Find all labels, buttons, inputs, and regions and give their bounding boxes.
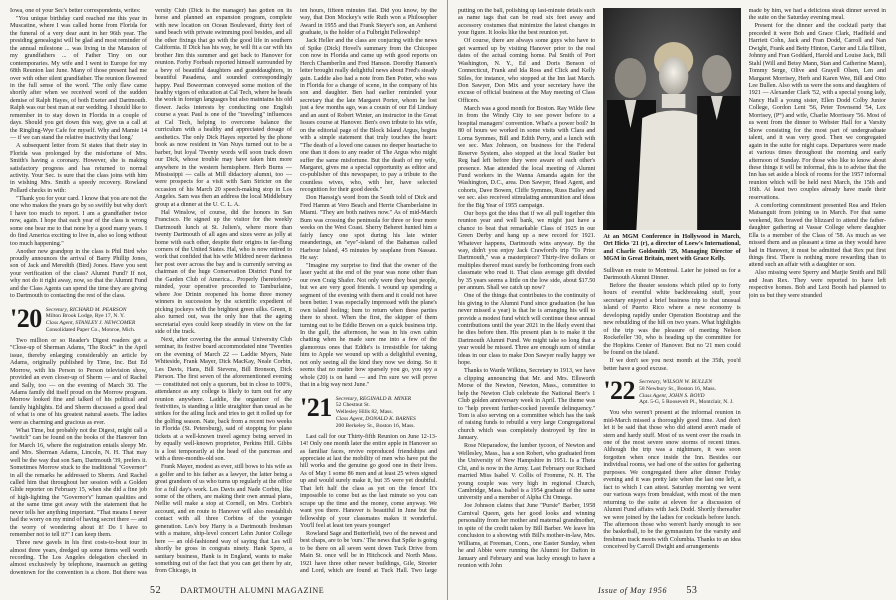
- paragraph: Two million or so Reader's Digest readers got a "Close-up of Sherman Adams, 'The Rock'" in the April issue, thereby enlarging considerably an article by Adams, originally published by Time, Inc. But Ed Morrow, with his Person to Person television show, provided an even closer-up of Sherm — and of Rachel and Sally, too — on the evening of March 30. The Adams family did itself proud on the Morrow program. Morrow looked fine and talked of his political and family highlights. Ed and Sherm discussed a good deal of what is one of his greatest natural assets. The ladies were as charming and gracious as ever.: [10, 337, 147, 426]
- paragraph: "You unique birthday card reached me this year in Muscatine, where I was called home from Florida for the funeral of a very dear aunt in her 96th year. The presiding genealogist will be glad and most reminder of the annual milestone ... was living in the Mansion of my grandfathers ... of Father Tiny on our contemporaries. My wife and I went to Europe for my 68th Reunion last June. Many of those present had me over with other silent grandfather. The reunion flowered in the full sense of the word. 'The only flaw came shortly after when we received word of the sudden demise of Ralph Hayes, of both Exeter and Dartmouth. Ralph was our best man at our wedding. I should like to remember in to stay down in Florida in a couple of days. Should you get down this way, give us a call at the Ringling-Wye Cafe for myself. Why and Mamie 14 — if we can stand the relative inactivity that long.': [10, 15, 147, 142]
- paragraph: What Time, but probably not the Digest, might call a "switch" can be found on the books of the Hanover Inn for March 16, where the registration entails sleepy Mr. and Mrs. Sherman Adams, Lincoln, N. H. That may well be the way that son Sam, Dartmouth '39, prefers it. Sometimes Morrow stuck to the traditional "Governor" in all the remarks he addressed to Sherm. And Rachel called him that throughout her session with a Golden Glide reporter on February 15, when she did a fine job of high-lighting the "Governor's" human qualities and at the same time got away with the statement that he never tells her anything important. "That means I never had the worry on my mind of having secret there — and the worry of wondering about it! Do I have to remember not to tell it?" I can keep them.: [10, 427, 147, 539]
- paragraph: Present for the dinner and the cocktail party that preceded it were Bob and Grace Clark, Hadfield and Harriett Cohn, Jack and Fran Dodd, Carroll and Nan Dwight, Frank and Betty Hinton, Carter and Lila Elliott, Johnny and Fran Goddard, Harold and Louise Jack, Bill Stahl (Will and Betsy Mann, Stan and Catherine Mann), Tommy Serge, Olive and Grayell Olsen, Len and Margaret Morrisey, Herb and Karen Wee, Bill and Otto Lee Bullen. Also with us were the sons and daughters of 1921 — Alexander Clark '52, with a special young lady, Nancy Hall a young sister, Ellen Dodd Colby Junior College, Gordon Lent '56, Peter Townsend '54, Lex Morrisey, (P°) and wife, Charlie Morrissey '56. Most of us went from the dinner to Webster Hall for a Varsity Show consisting for the most part of undergraduate talent, and it was very good. Then we congregated again in the suite for night caps. Departures were made at various times throughout the morning and early afternoon of Sunday. For those who like to know about these things it will be informal, this is to advise that the Inn has set aside a block of rooms for the 1957 informal reunion which will be held next March, the 15th and 16th. At least two couples already have made their reservations.: [748, 23, 886, 201]
- right-page: [448, 0, 896, 600]
- right-col-1: [458, 8, 595, 574]
- paragraph: versity Club (Dick is the manager) has gotten on its horse and planned an expansion program, complete with new location on Ocean Boulevard, thirty feet of sand beach with private swimming pool besides, and all the other fixings that go with the good life in southern California. If Dick has his way, he will fit a car with his brother Jim this summer and get back to Hanover for reunion. Forby Forbush reported himself surrounded by a bevy of beautiful daughters and granddaughters, in beautiful Pasadena, and sounded correspondingly happy. Paul Bowerman conveyed some motion of the healthy vigors of education at Cal Tech, where he heads the work in foreign languages but also maintains his old flower. Jacks interests by conducting one English course a year. Paul is one of the "traveling" influences at Cal Tech, helping to overcome balance the curriculum with a healthy and appreciated dosage of aesthetics. The only Dick Hayes reported by the phone book as now resident in Van Nuys turned out to be a barber, but loyal 'Twenty words will soon track down our Dick, whose trouble may have taken him more anywhere in the western hemisphere. Herb Burns — Mississippi — calls at Mill didactory alumni, too — were prospects for a visit with Sam Stricter on the occasion of his March 20 speech-making stop in Los Angeles. Sam was then an address the local Middlebury group at a dinner at the U. C. L. A.: [155, 8, 292, 208]
- class-officers: [46, 307, 136, 334]
- issue-date: Issue of May 1956: [598, 586, 668, 595]
- left-col-3: [300, 8, 437, 574]
- right-page-footer: [598, 585, 698, 596]
- paragraph: "Thank you for your card. I know that you are not the one who makes the years go by so swiftly but why don't I have too much to report. I am a grandfather twice now, again. I hope that each year of the class is wrong some one bear me to that none by a good many years. I do find America exciting to live in, also so long without too much happening.": [10, 195, 147, 247]
- address-line: 58 Newbury St., Boston 16, Mass.: [639, 385, 716, 392]
- secretary-line: Secretary, REGINALD B. MINER: [335, 395, 412, 402]
- paragraph: putting on the ball, polishing up last-minute details such as name tags that can be read six feet away and accessory costumes that minimize the latest changes in your figure. It looks like the best reunion yet.: [458, 8, 596, 37]
- paragraph: Iowa, one of your Sec's better correspondents, writes:: [10, 8, 141, 14]
- address-line: 52 Chestnut St.: [335, 402, 371, 409]
- paragraph: Joe Johnson claims that June "Pursie" Barber, 1958 Carnival Queen, gets her good looks and winning personality from her mother and maternal grandmother, in spite of the credit taken by Bill Barber. We leave his conclusion to a showing with Bill's mother-in-law, Mrs. Williams, at Freeman, Conn., one Easter Sunday, when he and Abbie were running the Alumni for Dafton in January and February and was lucky enough to have a reunion with John: [458, 503, 596, 570]
- paragraph: Last call for our Thirty-fifth Reunion on June 12-13-14! Only one month later the entire apple in Hanover so as familiar faces, revive reproduced friendships and appreciate at last the mobility of men who have put the hill works and the genuine go good one in their lives. As of May 1 some 86 men and at least 25 wives signed up and would surely make it, but 35 were yet doubtful. That left half the class as yet on the fence! It's impossible to come but as the last minute so you can scrape up the time and the money, come anyway. We want you there. Hanover is beautiful in June but the fellowship of your classmates makes it wonderful. You'll feel at least ten years younger!: [300, 433, 437, 530]
- class-officers: [336, 396, 416, 430]
- paragraph: Also missing were Sperry and Marjie Smith and Bill and Jean Rex. They were reported to have left respective homes. Bob and Lexi Booth had planned to join us but they were stranded: [748, 270, 886, 299]
- paragraph: Jack Heller and the class are conjuring with the news of Spike (Dick) Hovel's summary from the Chicopee con now in Florida and came up with good reports on Herch Chamberlin and Fred Hanson. Dorothy Hansen's letter brought really delightful news about Fred's steady gain. Laddie also had a note from Ben Potter, who was in Florida for a change of scene, in the company of his son and daughter. Ben had earlier reminded your secretary that the late Margaret Porter, whom he lost just a few months ago, was a cousin of our Ed Lindsay and an aunt of Robert Winter, an instructor in the Great Issues course at Hanover. Ben's own tribute to his wife, on the editorial page of the Block Island Argus, begins with a simple statement that truly touches the heart: "The death of a loved one causes no deeper heartache to one than it does to any reader of The Argus who might suffer the same misfortune. But the death of my wife, Margaret, gives me a special opportunity as editor and co-publisher of this newspaper, to pay a tribute to the countless wives, who, with her, have selected recognition for their good deeds.": [300, 38, 437, 194]
- paragraph: "Imagine my surprise to find that the owner of the laser yacht at the end of the year was none other than our own Craig Shafer. Not only were they boat people, but we are very good friends. I wound up spending a segment of the evening with them and it could not have been better. I was especially impressed with the plane's own island feeling; bum to return when these parties there to shoot. When the first, the skipper of them turning out to be Eddie Brown on a quick business trip. In the gulf, the afternoon, he was in his own cabin chatting when he made sure me into a few of the glamorous ones that Eddie's is irresistible for taking him to Apple we wound up with a delightful evening, not only seeing all the kind they now we doing. So it seems that no matter how sparsely you go, you spy a whole (20) is on hand — and I'm sure we will prove that in a big way next June.": [300, 262, 437, 389]
- paragraph: ten hours, fifteen minutes flat. Did you know, by the way, that Don Mockey's wife Ruth won a Philosopher Award in 1955 and that Frank Steyer's son, an Amherst graduate, is the holder of a Fulbright Fellowship?: [300, 8, 437, 37]
- paragraph: Hal Winslow, of course, did the honors in San Francisco. He signed up the visitor for the weekly Dartmouth lunch at St. Julien's, where more than twenty Dartmouth of all ages and sizes were as jolly at home with each other, despite their origins in far-flung corners of the United States. Hal, who is now retired to work that confided that his wife Mildred never darkness her post over across the bay and is currently serving as chairman of the huge Conservation District Fund for the Garden Club of America... Properly (heretofore)-minded, your operative proceeded to Tamburlaine, where Joe Drinin reopened his home three money winners in succession by the scientific expedient of picking jockeys with the brightest green silks. Green, it also turned out, was the only hue that the ageing secretarial eyes could keep steadily in view on the far side of the track.: [155, 209, 292, 335]
- page-number: 52: [150, 585, 162, 596]
- paragraph: Three new gavels in his first costs-to-bout tour in almost three years, dredged up some items well worth recording. The Los Angeles delegation checked in almost exclusively by telephone, inasmuch as getting downtown for the convention is a chore. But there was: [10, 540, 147, 574]
- class-heading-1922: [603, 375, 740, 406]
- class-year: '20: [10, 303, 42, 333]
- left-page-footer: [150, 585, 324, 596]
- class-year: '21: [300, 392, 332, 422]
- paragraph: Another new grandpop in the class is Phil Bird who proudly announces the arrival of Barry Phillip Jones, son of Jack and Meredith (Bird) Jones. Have you sent your verification of the class? Alumni Fund? If not, why not do it right away, now, so that the Alumni Fund and the Class Agents can spend the time they are giving to Dartmouth to contacting the rest of the class.: [10, 248, 147, 300]
- address-line: Consolidated Paper Co., Monroe, Mich.: [45, 327, 136, 334]
- paragraph: Rose Nieparadow, the lumber tycoon, of Newton and Wellesley, Mass., has a son Robert, who graduated from the University of New Hampshire in 1951. Is a Theta Chi, and is now in the Army. Last February our Richard married Miss Isabel V. Collis of Fromme, N. H. The young couple was very high in regional Church, Cambridge, Mass. Isabel is a 1954 graduate of the same university and a member of Alpha Chi Omega.: [458, 443, 596, 502]
- secretary-line: Secretary, WILSON W. BULLEN: [639, 378, 713, 385]
- paragraph: made by him, we had a delicious steak dinner served in the suite on the Saturday evening meal.: [748, 8, 886, 22]
- address-line: Apt. 5-G, 5 Roosevelt Pl., Montclair, N. J.: [639, 399, 734, 406]
- mgm-conference-photo: [603, 8, 740, 230]
- address-line: Wellesley Hills 82, Mass.: [335, 409, 393, 416]
- photo-image: [603, 8, 740, 230]
- page-number: 53: [686, 585, 698, 596]
- secretary-line: Secretary, RICHARD M. PEARSON: [45, 306, 127, 313]
- class-year: '22: [603, 375, 636, 405]
- right-page-columns: [458, 8, 886, 574]
- class-agent-line: Class Agent, STANLEY J. NEWCOMER: [45, 320, 136, 327]
- address-line: 200 Berkeley St., Boston 16, Mass.: [335, 422, 415, 429]
- class-agent-line: Class Agent, JOHN S. BOYD: [639, 392, 705, 399]
- right-col-3: [749, 8, 886, 574]
- paragraph: Frank Mayer, modest as ever, still bows to his wife as a golfer and to his father as a lawyer, the latter being a great grandson of us who turns up regularly at the office for a full day's work. Les Davis and Nade Corbin, like some of the others, are making their own annual plans, Nellie will make a stop at Cornell, on Mrs. Corbin's account, and en route to Hanover will also reestablish contact with all three Corbins of the younger generation. Les's boy Harry is a Dartmouth freshman with a mature, ship-level concert Lehn Junior College here — an old-fashioned way of saying that Les will shortly be gross in congrats ninety. Hank Spero, a sanitary business, Hank is in England, wants to make something out of the fact that you can get there by air, from Chicago, in: [155, 464, 292, 574]
- left-page-columns: [10, 8, 437, 574]
- class-heading-1921: [300, 392, 437, 430]
- class-heading-1920: [10, 303, 147, 334]
- paragraph: Thanks to Warde Wilkins, Secretary to 1913, we have a clipping announcing that Mr. and Mrs. Ellsworth Morse of the Newton, Newton, Mass., committee to help the Newton Club celebrate the National Beer's 1 Club golden anniversary week in April. The theme was to "help prevent further-cocked juvenile delinquency." Tom is also serving on a committee which has the task of raising funds to rebuild a very large Congregational church which was completely destroyed by fire in January.: [458, 368, 596, 442]
- paragraph: Sullivan en route to Montreal. Later he joined us for a Dartmouth Alumni Dinner.: [603, 267, 741, 282]
- right-col-2: [603, 8, 740, 574]
- magazine-title: DARTMOUTH ALUMNI MAGAZINE: [180, 586, 325, 595]
- paragraph: March was a good month for Boston. Ray Wilde flew in from the Windy City to see power before to a hospital managers' convention. What's a power boil? In 80 of hours we worked in some visits with Clara and Lorna Symmes, Bill and Edith Perry, and a lunch with we sec. Max Johnson, on business for the Federal Reserve System, also stopped at the local Statler but Reg had left before they were aware of each other's presence. Mae attended the local meeting of Alumni Fund workers in the Wanna Amanda again for the Washington, D.C., area. Don Sawyer, Head Agent, and cohorts, Dave Bowen, Cliffe Symmes, Russ Bailey and we sec. also received stimulating ammunition and ideas for the Big Year of 1955 campaign.: [458, 105, 596, 209]
- paragraph: Rowland Sage and Butterfield, two of the newest and best chaps, are to be 'ours.' The news that Spike is going to be there on all seven went down Tuck Drive from Main St. once will be in Hitchcock and North Mass. 1921 have three other newer buildings, Gile, Streeter and Lord, which are found at Tuck Hall. Two large: [300, 530, 437, 574]
- paragraph: Before the theater sessions which piled up to forty hours of eventful white backbreaking stuff, your secretary enjoyed a brief business trip to that unusual island of Puerto Rico where a new economy is developing rapidly under Operation Bootstrap and the new rebuilding of the hill on two years. What highlights of the trip was the pleasure of meeting Nelson Rockefeller '30, who is heading up the committee for the Hopkins Center of Hanover. But no '21 men could be found on the island.: [603, 283, 741, 357]
- paragraph: Don Haessig's word from the South told of Dick and Fred Hamm at Vero Beach and Herrie Chamberlaine in Miami. "They are both natives now." As of mid-March Bum was crossing the peninsula for three or four more weeks on the West Coast. Sherry Beheret hunted him a fairly fancy one spot during his late winter meanderings, an "eye"-island of the Bahamas called Harbour Island, 45 minutes by seaplane from Nassau. He say:: [300, 195, 437, 261]
- paragraph: If we don't see you next month at the 35th, you'd better have a good excuse.: [603, 358, 741, 372]
- paragraph: Of course, there are always some guys who have to get warmed up by visiting Hanover prior to the real dates of the actual coming home. Pal Smith of Port Washington, N. Y., Ed and Doris Benson of Connecticut, Frank and Ida Ross and Click and Kelly Stiles, for instance, who stopped at the Inn last March. Don Sawyer, Don Mix and your secretary have the excuse of official business at the May meeting of Class Officers.: [458, 38, 596, 104]
- paragraph: A subsequent letter from St states that their stay in Florida was prolonged by the misfortune of Mrs. Smith's having a coronary. However, she is making satisfactory progress and has returned to normal activity. Your Sec. is sure that the class joins with him in wishing Mrs. Smith a speedy recovery. Rowland Pollard checks in with:: [10, 143, 147, 194]
- class-officers: [639, 379, 734, 406]
- paragraph: Our boys got the idea that if we all pull together this reunion year and well bank, we might just have a chance to beat that remarkable Class of 1925 in our Green Derby and hang up a new record for 1921. Whatever happens, Dartmouth wins anyway. By the way, didn't you enjoy Jack Crawford's trip "To Prior Dartmouth," was a masterpiece? Thirty-five dollars or multiples thereof must surely be forthcoming from each classmate who read it. That class average gift divided by 35 years seems a little on the low side, about $17.50 per annum. Shall we catch up now?: [458, 210, 596, 292]
- address-line: Milton Brook Lodge, Rye 17, N. Y.: [45, 313, 125, 320]
- class-agent-line: Class Agent, DONALD K. BARNES: [335, 416, 416, 422]
- photo-caption: At an MGM Conference in Hollywood in March, Ort Hicks '21 (r), a director of Loew's International, and Charlie Goldsmith '29, Managing Director of MGM in Great Britain, meet with Grace Kelly.: [603, 234, 741, 263]
- left-col-2: [155, 8, 292, 574]
- paragraph: You who weren't present at the informal reunion in mid-March missed a thoroughly good time. And don't let it be said that those who did attend aren't made of stern and hardy stuff. Most of us went over the roads in one of the most severe snow storms of recent times. Although the trip was a nightmare, it was soon forgotten when once inside the Inn. Besides our individual rooms, we had one of the suites for gathering purposes. We congregated there after dinner Friday evening and it was pretty late when the last one left, a fact to which I can attest. Saturday morning we went our various ways from breakfast, with most of the men returning to the suite at eleven for a discussion of Alumni Fund affairs with Jack Dodd. Shortly thereafter we were joined by the ladies for cocktails before lunch. The afternoon those who weren't hardy enough to see the basketball, to be the gymnasium for the varsity and freshman track meets with Columbia. Thanks to an idea conceived by Carroll Dwight and arrangements: [603, 410, 741, 551]
- paragraph: Next, after covering the the annual University Club seminar, its festive board accommodated nine 'Twenties on the evening of March 22 — Laddie Myers, Nate Whiteside, Frank Mayer, Dick MacKay, Neale Corbin, Les Davis, Hans, Bill Stevens, Bill Bronson, Dick Pierson. The first seven of the aforementioned evening — constituted not only a quorum, but in close to 100%, attendance as any college is likely to turn out for any reunion anywhere. Laddie, the organizer of the festivities, is standing a little straighter than usual as he strikes for the ailing luck and tries to get it rolled up for the golfing season. Nate, back from a recent two weeks in Florida (St. Petersburg), said of stopping for plane tickets at a well-known travel agency being served in by equally well-known proprietor, Perkins Hill. Gibbs is a lost temporarily at the head of the pancreas and with a three-months-old son.: [155, 336, 292, 463]
- left-col-1: [10, 8, 147, 574]
- paragraph: One of the things that contributes to the continuity of his giving to the Alumni Fund since graduation (he has never missed a year) is that he is arranging his will to provide a modest fund which will continue these annual contributions until the year 2021 in the likely event that he dies before then. His present plan is to make it the Dartmouth Alumni Fund. We might take so long that a year would be missed. Three are enough sum of similar ideas in our class to make Don Sawyer really happy we hope.: [458, 293, 596, 367]
- paragraph: A comforting commitment presented Rea and Helen Matsanguit from joining us in March. For that same weekend, Rex braved the blizzard to attend the father-daughter gathering at Vassar College where daughter Ella is a member of the Class of '58. As much as we missed them and as pleasant a time as they would have had in Hanover, it must be admitted that Rex put first things first. There is nothing more rewarding than to attend such an affair with a daughter or son.: [748, 202, 886, 269]
